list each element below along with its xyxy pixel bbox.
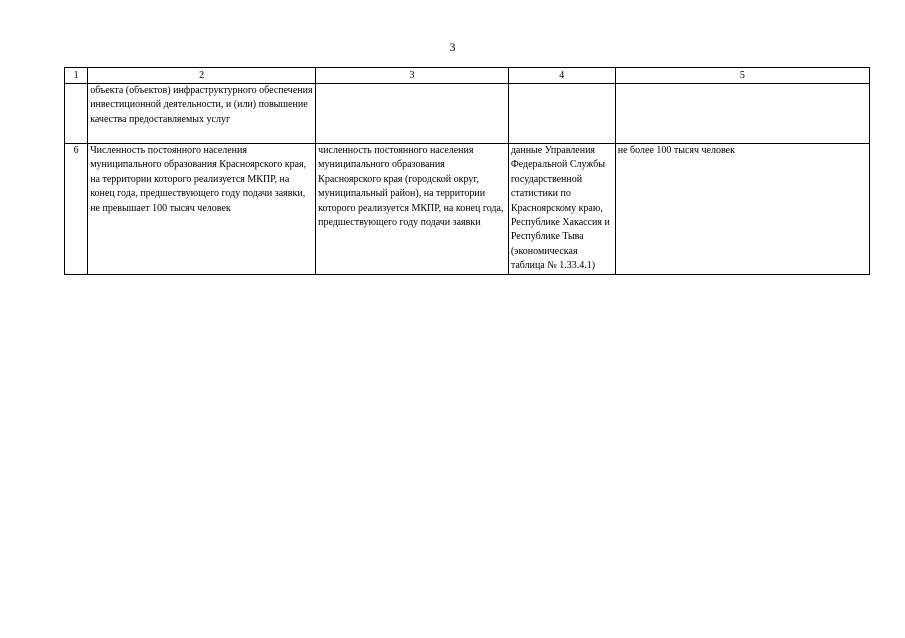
column-header: 4 — [508, 68, 615, 84]
table-cell-indicator — [316, 84, 509, 144]
column-number-header: 1 — [65, 68, 88, 84]
column-header: 5 — [615, 68, 869, 84]
table-cell-source: данные Управления Федеральной Службы государственной статистики по Красноярскому краю, Республике Хакассия и Республике Тыва (экономическая таблица № 1.33.4.1) — [508, 144, 615, 275]
table-cell-source — [508, 84, 615, 144]
table-cell-criterion: Численность постоянного населения муниципального образования Красноярского края, на территории которого реализуется МКПР, на конец года, предшествующего году подачи заявки, не превышает 100 тысяч человек — [88, 144, 316, 275]
page-number: 3 — [449, 40, 456, 54]
table-cell-indicator: численность постоянного населения муниципального образования Красноярского края (городской округ, муниципальный район), на территории которого реализуется МКПР, на конец года, предшествующего году подачи заявки — [316, 144, 509, 275]
table-cell-criterion: объекта (объектов) инфраструктурного обеспечения инвестиционной деятельности, и (или) повышение качества предоставляемых услуг — [88, 84, 316, 144]
table-row — [65, 84, 870, 144]
table-cell-number: 6 — [65, 144, 88, 275]
column-header: 2 — [88, 68, 316, 84]
table-cell-value — [615, 84, 869, 144]
table-row — [65, 144, 870, 275]
table-cell-number — [65, 84, 88, 144]
requirements-table — [64, 67, 870, 275]
table-header-row — [65, 68, 870, 84]
column-header: 3 — [316, 68, 509, 84]
table-cell-value: не более 100 тысяч человек — [615, 144, 869, 275]
